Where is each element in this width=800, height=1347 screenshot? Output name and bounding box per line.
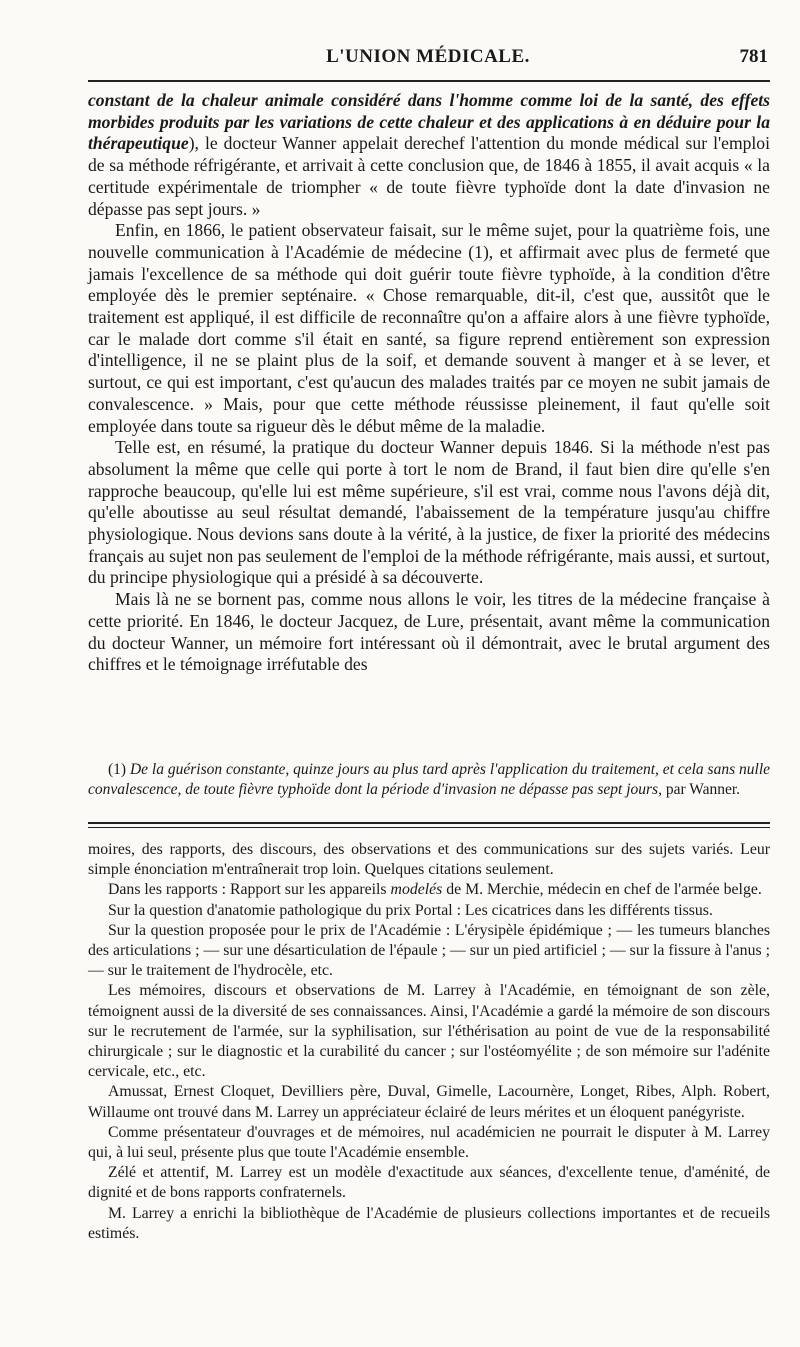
paragraph-4: Mais là ne se bornent pas, comme nous allons le voir, les titres de la médecine française à cette priorité. En 1846, le docteur Jacquez, de Lure, présentait, avant même la communication du docteur Wanner, un mémoire fort intéressant où il démontrait, avec le brutal argument des chiffres et le témoignage irréfutable des xyxy=(88,589,770,675)
footnote-text xyxy=(88,760,770,799)
running-head xyxy=(88,44,768,74)
lower-paragraph-3: Sur la question d'anatomie pathologique du prix Portal : Les cicatrices dans les différents tissus. xyxy=(108,901,713,919)
main-text xyxy=(88,90,770,676)
lower-paragraph-6: Amussat, Ernest Cloquet, Devilliers père, Duval, Gimelle, Lacournère, Longet, Ribes, Alph. Robert, Willaume ont trouvé dans M. Larrey un appréciateur éclairé de leurs mérites et un éloquent panégyriste. xyxy=(88,1083,770,1121)
lower-paragraph-2 xyxy=(88,880,770,900)
lower-paragraph-2-italic: modelés xyxy=(390,881,443,899)
paragraph-1-bold-italic: constant de la chaleur animale considéré dans l'homme comme loi de la santé, des effets morbides produits par les variations de cette chaleur et des applications à en déduire pour la thérapeutique xyxy=(88,90,770,154)
footnote-italic: De la guérison constante, quinze jours au plus tard après l'application du traitement, et cela sans nulle convalescence, de toute fièvre typhoïde dont la période d'invasion ne dépasse pas sept jours, xyxy=(88,761,770,798)
header-rule xyxy=(88,80,770,82)
paragraph-1 xyxy=(88,90,770,220)
paragraph-1-rest: ), le docteur Wanner appelait derechef l'attention du monde médical sur l'emploi de sa méthode réfrigérante, et arrivait à cette conclusion que, de 1846 à 1855, il avait acquis « la certitude expérimentale de triompher « de toute fièvre typhoïde dont la date d'invasion ne dépasse pas sept jours. » xyxy=(88,133,770,219)
lower-paragraph-7: Comme présentateur d'ouvrages et de mémoires, nul académicien ne pourrait le disputer à M. Larrey qui, à lui seul, présente plus que toute l'Académie ensemble. xyxy=(88,1123,770,1162)
footnote-marker: (1) xyxy=(108,761,127,778)
paragraph-2: Enfin, en 1866, le patient observateur faisait, sur le même sujet, pour la quatrième fois, une nouvelle communication à l'Académie de médecine (1), et affirmait avec plus de fermeté que jamais l'excellence de sa méthode qui doit guérir toute fièvre typhoïde, à la condition d'être employée dès le premier septénaire. « Chose remarquable, dit-il, c'est que, aussitôt que le traitement est appliqué, il est difficile de reconnaître qu'on a affaire alors à une fièvre typhoïde, car le malade dort comme s'il était en santé, sa figure reprend entièrement son expression d'intelligence, il ne se plaint plus de la soif, et demande souvent à manger et à se lever, et surtout, ce qui est important, c'est qu'aucun des malades traités par ce moyen ne subit jamais de convalescence. » Mais, pour que cette méthode réussisse pleinement, il faut qu'elle soit employée dans toute sa rigueur dès le début même de la maladie. xyxy=(88,220,770,436)
lower-paragraph-1: moires, des rapports, des discours, des observations et des communications sur des sujets variés. Leur simple énonciation m'entraînerait trop loin. Quelques citations seulement. xyxy=(88,841,770,879)
lower-paragraph-2-b: de M. Merchie, médecin en chef de l'armée belge. xyxy=(442,881,762,899)
running-title: L'UNION MÉDICALE. xyxy=(326,46,530,67)
feuilleton-text xyxy=(88,840,770,1244)
page-number: 781 xyxy=(739,46,768,67)
lower-paragraph-5: Les mémoires, discours et observations de M. Larrey à l'Académie, en témoignant de son zèle, témoignent aussi de la diversité de ses connaissances. Ainsi, l'Académie a gardé la mémoire de son discours sur le recrutement de l'armée, sur la syphilisation, sur l'éthérisation au point de vue de la responsabilité chirurgicale ; sur le diagnostic et la curabilité du cancer ; sur l'ostéomyélite ; de son mémoire sur l'adénite cervicale, etc., etc. xyxy=(88,982,770,1081)
lower-paragraph-4: Sur la question proposée pour le prix de l'Académie : L'érysipèle épidémique ; — les tumeurs blanches des articulations ; — sur une désarticulation de l'épaule ; — sur un pied artificiel ; — sur la fissure à l'anus ; — sur le traitement de l'hydrocèle, etc. xyxy=(88,921,770,980)
lower-paragraph-2-a: Dans les rapports : Rapport sur les appareils xyxy=(108,881,391,899)
footnote xyxy=(88,760,770,799)
section-divider xyxy=(88,822,770,828)
lower-paragraph-8: Zélé et attentif, M. Larrey est un modèle d'exactitude aux séances, d'excellente tenue, d'aménité, de dignité et de bons rapports confraternels. xyxy=(88,1164,770,1202)
paragraph-3: Telle est, en résumé, la pratique du docteur Wanner depuis 1846. Si la méthode n'est pas absolument la même que celle qui porte à tort le nom de Brand, il faut bien dire qu'elle s'en rapproche beaucoup, qu'elle lui est même supérieure, s'il est vrai, comme nous l'avons déjà dit, qu'elle aboutisse au seul résultat demandé, l'abaissement de la température jusqu'au chiffre physiologique. Nous devions sans doute à la vérité, à la justice, de fixer la priorité des médecins français au sujet non pas seulement de l'emploi de la méthode réfrigérante, mais aussi, et surtout, du principe physiologique qui a présidé à sa découverte. xyxy=(88,437,770,588)
lower-paragraph-9: M. Larrey a enrichi la bibliothèque de l'Académie de plusieurs collections importantes et de recueils estimés. xyxy=(88,1204,770,1242)
footnote-rest: par Wanner. xyxy=(665,780,741,798)
